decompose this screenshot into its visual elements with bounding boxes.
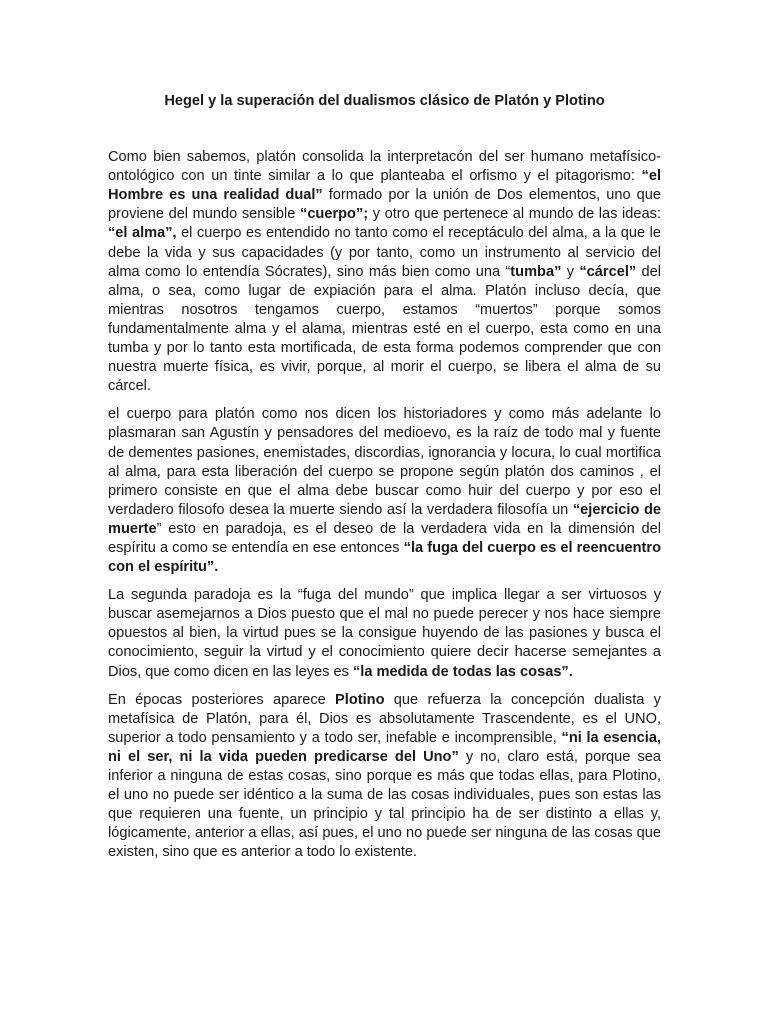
bold-text-run: “cuerpo”; (300, 206, 369, 223)
text-run: La segunda paradoja es la “fuga del mundo” que implica llegar a ser virtuosos y buscar asemejarnos a Dios puesto que el mal no puede perecer y nos hace siempre opuestos al bien, la virtud pues se la consigue huyendo de las pasiones y busca el conocimiento, seguir la virtud y el conocimiento quiere decir hacerse semejantes a Dios, que como dicen en las leyes es (108, 587, 661, 680)
bold-text-run: “la medida de todas las cosas”. (352, 663, 573, 680)
text-run: del alma, o sea, como lugar de expiación para el alma. Platón incluso decía, que mientras nosotros tengamos cuerpo, estamos “muertos” porque somos fundamentalmente alma y el alama, mientras esté en el cuerpo, esta como en una tumba y por lo tanto esta mortificada, de esta forma podemos comprender que con nuestra muerte física, es vivir, porque, al morir el cuerpo, se libera el alma de su cárcel. (108, 263, 661, 395)
bold-text-run: “cárcel” (579, 263, 637, 280)
paragraph-2 (108, 405, 661, 577)
bold-text-run: “ejercicio de muerte (108, 501, 661, 537)
bold-text-run: tumba” (510, 263, 562, 280)
text-run: En épocas posteriores aparece (108, 691, 336, 708)
bold-text-run: “el Hombre es una realidad dual” (108, 168, 661, 204)
bold-text-run: Plotino (335, 691, 385, 708)
document-page (108, 92, 661, 871)
bold-text-run: “ni la esencia, ni el ser, ni la vida pueden predicarse del Uno” (108, 729, 661, 765)
paragraph-3 (108, 586, 661, 681)
bold-text-run: “la fuga del cuerpo es el reencuentro con el espíritu”. (108, 539, 661, 576)
paragraph-4 (108, 691, 661, 863)
text-run: y (561, 263, 580, 280)
text-run: ” esto en paradoja, es el deseo de la verdadera vida en la dimensión del espíritu a como se entendía en ese entonces (108, 520, 661, 556)
document-title: Hegel y la superación del dualismos clásico de Platón y Plotino (164, 93, 605, 109)
paragraph-1 (108, 148, 661, 396)
text-run: que refuerza la concepción dualista y metafísica de Platón, para él, Dios es absolutamente Trascendente, es el UNO, superior a todo pensamiento y a todo ser, inefable e incomprensible, (108, 691, 661, 746)
text-run: y otro que pertenece al mundo de las ideas: (368, 206, 661, 223)
text-run: y no, claro está, porque sea inferior a ninguna de estas cosas, sino porque es más que todas ellas, para Plotino, el uno no puede ser idéntico a la suma de las cosas individuales, pues son estas las que requieren una fuente, un principio y tal principio ha de ser distinto a ellas y, lógicamente, anterior a ellas, así pues, el uno no puede ser ninguna de las cosas que existen, sino que es anterior a todo lo existente. (108, 748, 661, 861)
text-run: el cuerpo para platón como nos dicen los historiadores y como más adelante lo plasmaran san Agustín y pensadores del medioevo, es la raíz de todo mal y fuente de dementes pasiones, enemistades, discordias, ignorancia y locura, lo cual mortifica al alma, para esta liberación del cuerpo se propone según platón dos caminos , el primero consiste en que el alma debe buscar como huir del cuerpo y por eso el verdadero filosofo desea la muerte siendo así la verdadera filosofía un (108, 406, 661, 518)
text-run: el cuerpo es entendido no tanto como el receptáculo del alma, a la que le debe la vida y sus capacidades (y por tanto, como un instrumento al servicio del alma como lo entendía Sócrates), sino más bien como una “ (108, 225, 661, 280)
text-run: formado por la unión de Dos elementos, uno que proviene del mundo sensible (108, 187, 661, 223)
bold-text-run: “el alma”, (108, 225, 177, 242)
text-run: Como bien sabemos, platón consolida la interpretacón del ser humano metafísico-ontológico con un tinte similar a lo que planteaba el orfismo y el pitagorismo: (108, 149, 661, 185)
